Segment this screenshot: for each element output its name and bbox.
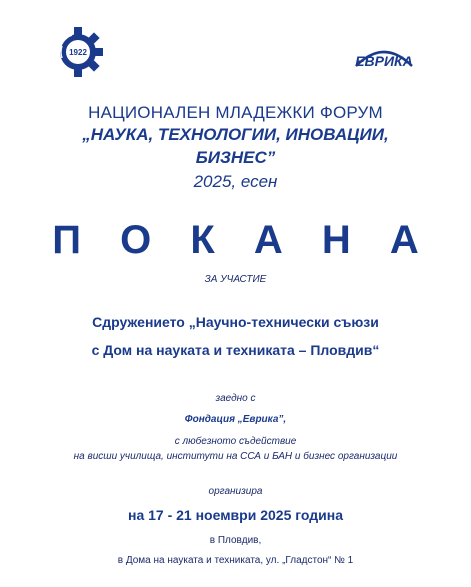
support-line2: на висши училища, институти на ССА и БАН и бизнес организации — [73, 451, 398, 462]
organizer-line1: Сдружението „Научно-технически съюзи — [92, 314, 379, 330]
organizer-line2: с Дом на науката и техниката – Пловдив“ — [91, 342, 380, 358]
forum-subtitle-line2: БИЗНЕС” — [195, 148, 276, 167]
together-with: заедно с — [215, 393, 256, 404]
event-venue: в Дома на науката и техниката, ул. „Гладстон“ № 1 — [117, 555, 354, 566]
forum-season: 2025, есен — [193, 172, 278, 191]
gear-logo-icon — [52, 26, 104, 78]
forum-subtitle-line1: „НАУКА, ТЕХНОЛОГИИ, ИНОВАЦИИ, — [82, 125, 389, 144]
event-city: в Пловдив, — [209, 535, 262, 546]
invitation-title: П О К А Н А — [52, 218, 433, 262]
forum-title: НАЦИОНАЛЕН МЛАДЕЖКИ ФОРУМ — [88, 103, 383, 122]
support-line1: с любезното съдействие — [174, 436, 297, 447]
logo-year: 1922 — [69, 48, 87, 57]
evrika-logo-icon — [352, 36, 416, 74]
organizes: организира — [208, 486, 263, 497]
invitation-subtitle: ЗА УЧАСТИЕ — [204, 274, 267, 285]
event-dates: на 17 - 21 ноември 2025 година — [127, 507, 343, 523]
logo-text: ЕВРИКА — [355, 53, 413, 69]
foundation-name: Фондация „Еврика”, — [184, 414, 287, 425]
